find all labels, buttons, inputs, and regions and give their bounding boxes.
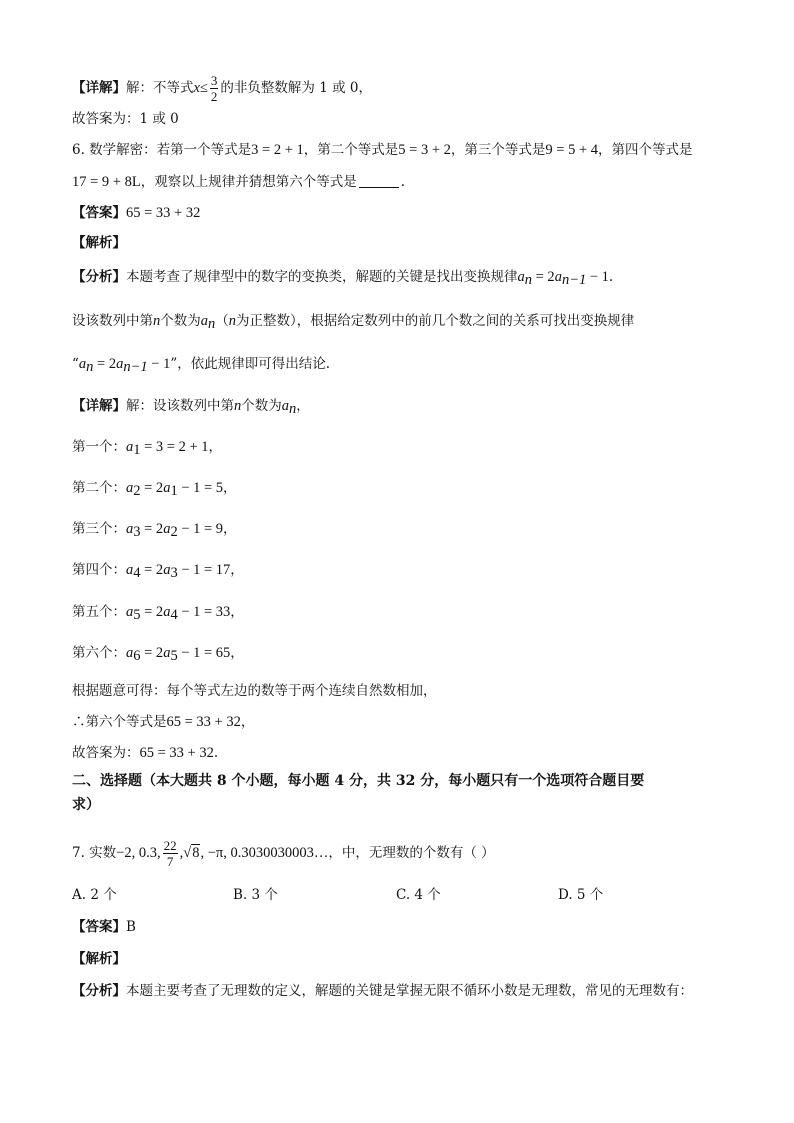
fraction-3-2: $\frac{3}{2}$ — [210, 73, 218, 104]
leq-sign: ≤ — [199, 80, 208, 96]
text: 的非负整数解为 1 或 0， — [220, 80, 372, 96]
question-6-line-2: 17 = 9 + 8L，观察以上规律并猜想第六个等式是 . — [72, 174, 406, 190]
analysis-tag: 【解析】 — [72, 235, 126, 251]
text: 解：不等式 — [126, 80, 194, 96]
option-d: D. 5 个 — [558, 887, 604, 903]
section-heading-cont: 求） — [72, 797, 100, 813]
option-b: B. 3 个 — [233, 887, 278, 903]
answer-line-q7: 【答案】B — [72, 919, 136, 935]
answer-tag: 【答案】 — [72, 205, 126, 221]
analysis-tag-q7: 【解析】 — [72, 951, 126, 967]
answer-line-q5: 故答案为：1 或 0 — [72, 111, 179, 127]
analysis-line-3: “$a_n = 2a_{n-1} - 1$”，依此规律即可得出结论. — [72, 356, 331, 375]
step-line-5: 第五个：$a_5 = 2a_4 - 1 = 33$， — [72, 604, 244, 623]
detail-tag: 【详解】 — [72, 80, 126, 96]
detail-line-inequality — [72, 73, 372, 104]
answer-line-q6-final: 故答案为：65 = 33 + 32. — [72, 745, 219, 761]
step-line-2: 第二个：$a_2 = 2a_1 - 1 = 5$， — [72, 480, 237, 499]
option-a: A. 2 个 — [72, 887, 117, 903]
analysis-line-2: 设该数列中第n个数为$a_n(n$为正整数），根据给定数列中的前几个数之间的关系可找出变换规律 — [72, 313, 635, 332]
detail-line-setup: 【详解】解：设该数列中第n个数为$a_n$， — [72, 398, 310, 417]
question-6-line-1: 6. 数学解密：若第一个等式是3 = 2 + 1，第二个等式是5 = 3 + 2，第三个等式是9 = 5 + 4，第四个等式是 — [72, 142, 693, 158]
step-line-4: 第四个：$a_4 = 2a_3 - 1 = 17$， — [72, 562, 244, 581]
answer-blank — [359, 187, 399, 188]
var-x: x — [193, 80, 200, 96]
step-line-1: 第一个：$a_1 = 3 = 2 + 1$， — [72, 439, 223, 458]
analysis-line-1: 【分析】本题考查了规律型中的数字的变换类，解题的关键是找出变换规律$a_n = 2a_{n-1} - 1$. — [72, 269, 614, 288]
option-c: C. 4 个 — [396, 887, 441, 903]
step-line-6: 第六个：$a_6 = 2a_5 - 1 = 65$， — [72, 645, 244, 664]
analysis-line-q7: 【分析】本题主要考查了无理数的定义，解题的关键是掌握无限不循环小数是无理数，常见的无理数有： — [72, 983, 693, 999]
section-heading: 二、选择题（本大题共 8 个小题，每小题 4 分，共 32 分，每小题只有一个选项符合题目要 — [72, 773, 645, 789]
fraction-22-7: $\frac{22}{7}$ — [163, 838, 177, 869]
answer-line-q6: 【答案】65 = 33 + 32 — [72, 205, 201, 221]
question-7: 7. 实数−2, 0.3, $\frac{22}{7}$ ,√8, −π, 0.3030030003…，中，无理数的个数有（ ） — [72, 838, 495, 869]
conclusion-line-2: ∴第六个等式是65 = 33 + 32， — [72, 714, 255, 730]
conclusion-line-1: 根据题意可得：每个等式左边的数等于两个连续自然数相加， — [72, 683, 437, 699]
step-line-3: 第三个：$a_3 = 2a_2 - 1 = 9$， — [72, 521, 237, 540]
